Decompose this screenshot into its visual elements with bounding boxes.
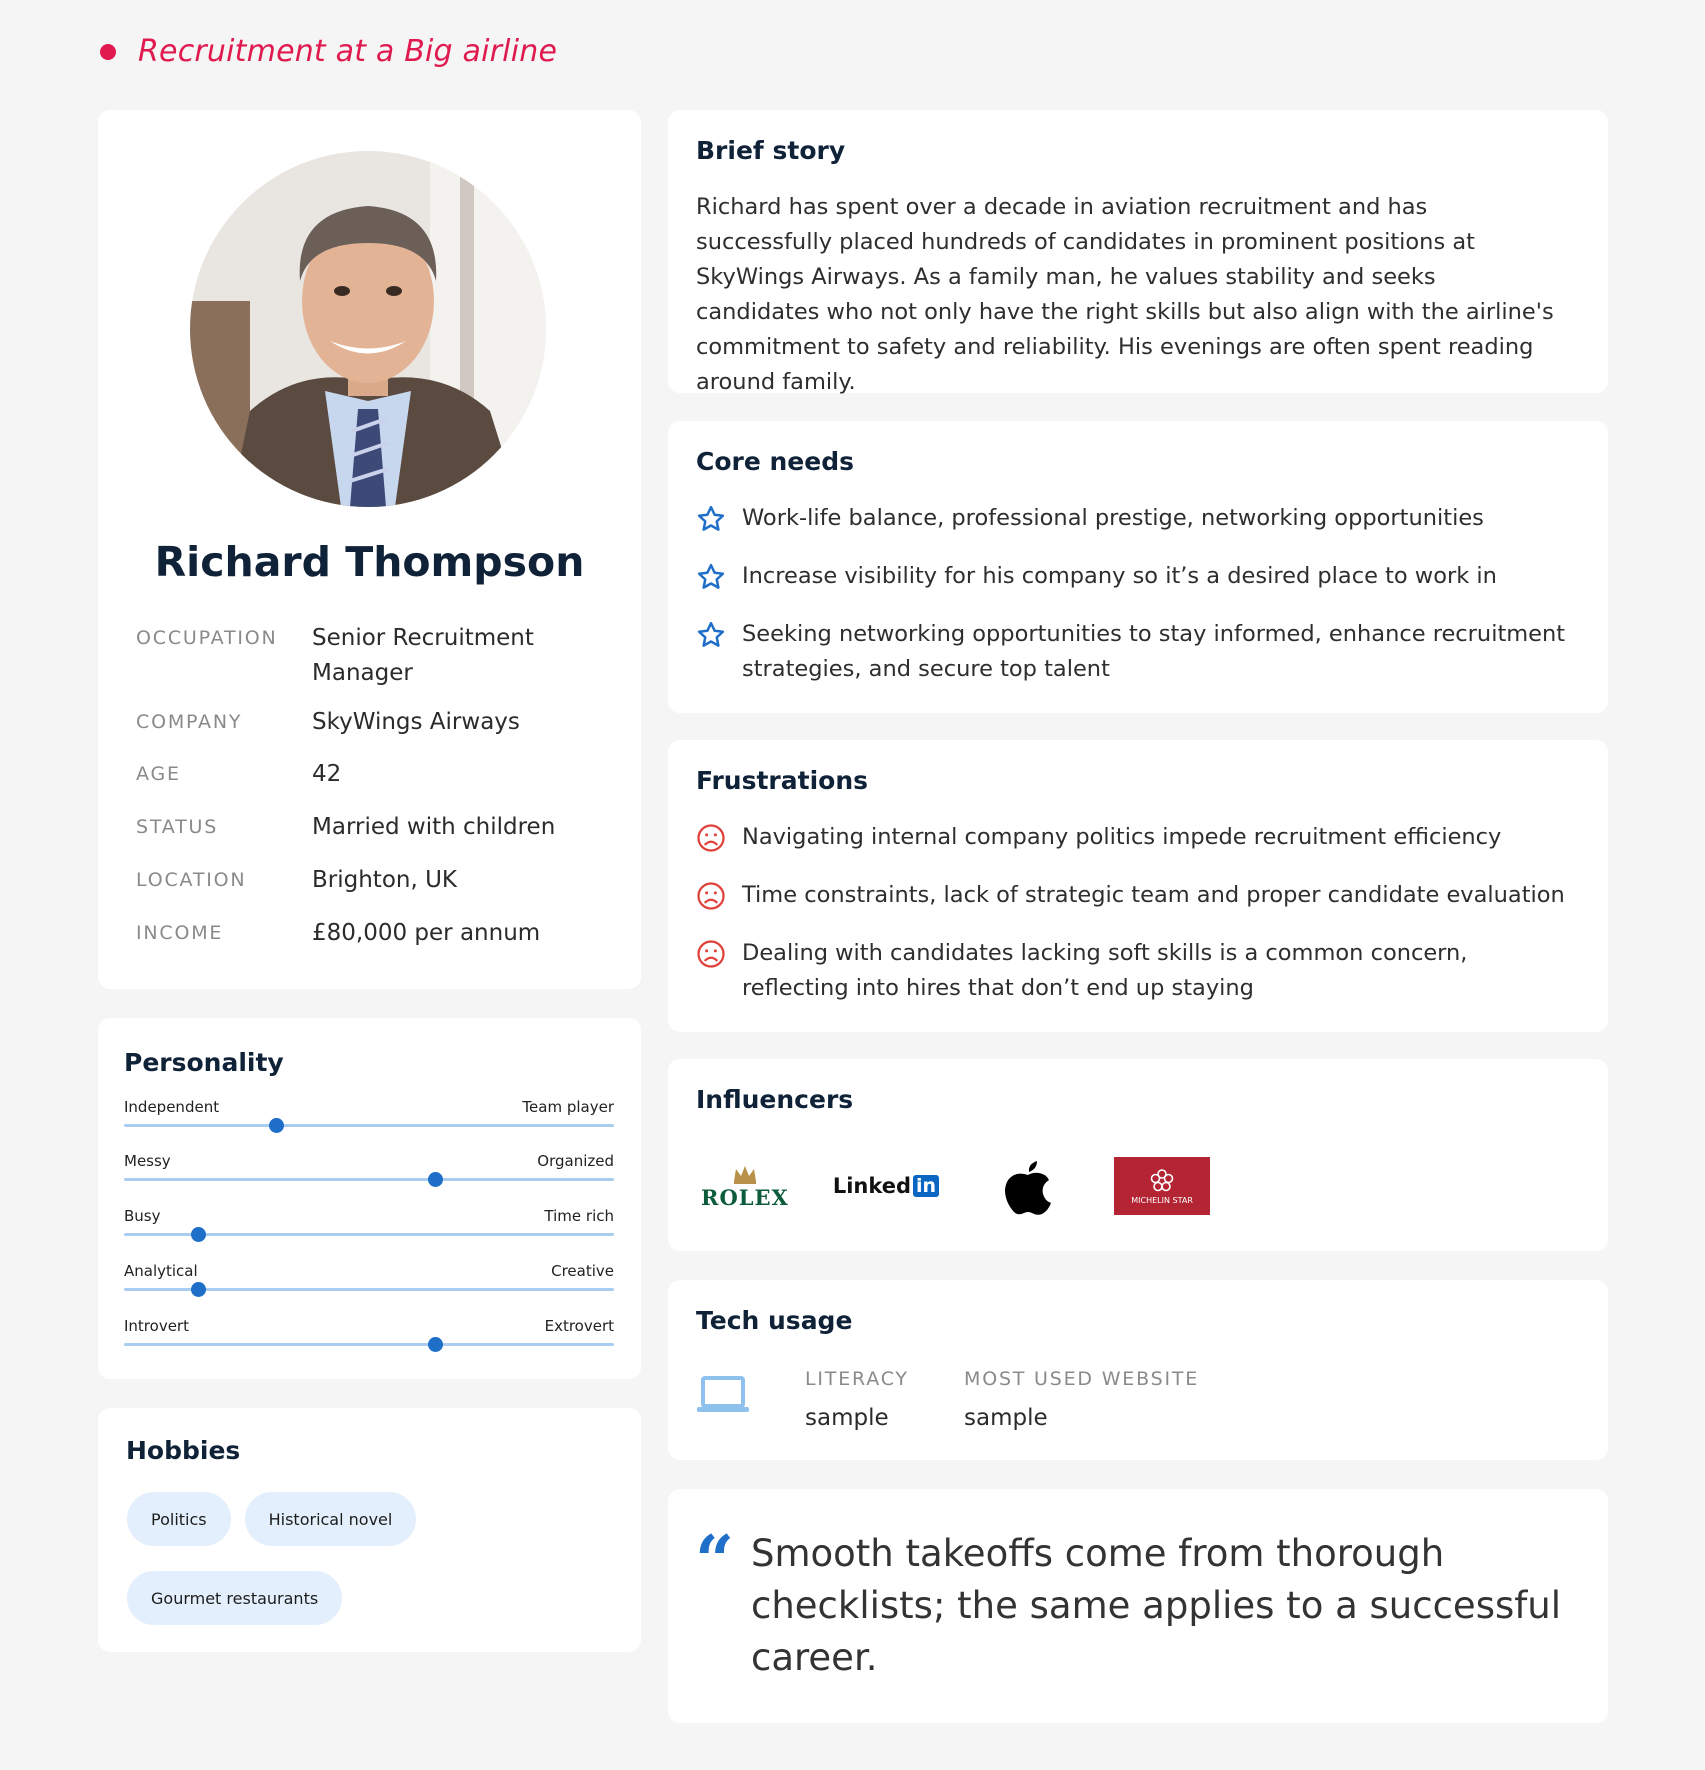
- list-item: [696, 501, 1576, 538]
- core-need-text: Work-life balance, professional prestige, networking opportunities: [742, 505, 1484, 531]
- apple-icon: [1003, 1157, 1053, 1215]
- frown-icon: [696, 820, 742, 857]
- rolex-logo: [701, 1163, 789, 1210]
- info-row-age: [136, 757, 616, 810]
- trait-right-label: Extrovert: [544, 1317, 614, 1335]
- info-value: Senior Recruitment Manager: [312, 625, 534, 686]
- hobby-chips: [127, 1492, 597, 1650]
- quote-mark-icon: “: [695, 1521, 735, 1601]
- trait-left-label: Introvert: [124, 1317, 189, 1335]
- frown-icon: [696, 878, 742, 915]
- core-need-text: Increase visibility for his company so it’s a desired place to work in: [742, 563, 1497, 589]
- frustrations-list: [696, 820, 1576, 1027]
- avatar: [190, 151, 546, 507]
- info-value: £80,000 per annum: [312, 920, 541, 946]
- core-needs-title: Core needs: [696, 447, 854, 476]
- website-column: [964, 1368, 1199, 1431]
- crown-icon: [732, 1163, 758, 1185]
- trait-slider[interactable]: [124, 1152, 614, 1192]
- info-row-income: [136, 916, 616, 969]
- core-needs-list: [696, 501, 1576, 708]
- info-value: Married with children: [312, 814, 556, 840]
- frustration-text: Navigating internal company politics impede recruitment efficiency: [742, 824, 1502, 850]
- star-icon: [696, 501, 742, 538]
- slider-thumb[interactable]: [269, 1118, 284, 1133]
- info-label: LOCATION: [136, 869, 247, 891]
- influencers-title: Influencers: [696, 1085, 854, 1114]
- avatar-photo: [190, 151, 546, 507]
- accent-dot: [100, 44, 116, 60]
- personality-title: Personality: [124, 1048, 284, 1077]
- trait-right-label: Creative: [551, 1262, 614, 1280]
- trait-slider[interactable]: [124, 1207, 614, 1247]
- quote-card: [668, 1489, 1608, 1723]
- trait-left-label: Busy: [124, 1207, 161, 1225]
- info-row-status: [136, 810, 616, 863]
- star-icon: [696, 559, 742, 596]
- trait-right-label: Organized: [537, 1152, 614, 1170]
- linkedin-logo: [833, 1174, 939, 1198]
- influencer-logos: [701, 1157, 1254, 1215]
- literacy-value: sample: [805, 1405, 889, 1431]
- trait-slider[interactable]: [124, 1262, 614, 1302]
- slider-track[interactable]: [124, 1124, 614, 1127]
- slider-thumb[interactable]: [191, 1282, 206, 1297]
- trait-left-label: Analytical: [124, 1262, 198, 1280]
- influencers-card: [668, 1059, 1608, 1251]
- info-label: STATUS: [136, 816, 219, 838]
- trait-slider[interactable]: [124, 1098, 614, 1138]
- info-row-occupation: [136, 621, 616, 705]
- frustration-text: Time constraints, lack of strategic team and proper candidate evaluation: [742, 882, 1565, 908]
- info-table: [136, 621, 616, 969]
- hobbies-title: Hobbies: [126, 1436, 241, 1465]
- apple-logo: [1003, 1157, 1053, 1215]
- michelin-star-icon: [1149, 1168, 1175, 1194]
- person-name: Richard Thompson: [154, 538, 585, 586]
- hobby-chip[interactable]: Historical novel: [245, 1492, 417, 1546]
- info-value: SkyWings Airways: [312, 709, 520, 735]
- tech-usage-title: Tech usage: [696, 1306, 853, 1335]
- brief-story-title: Brief story: [696, 136, 846, 165]
- michelin-logo: [1114, 1157, 1210, 1215]
- slider-track[interactable]: [124, 1343, 614, 1346]
- quote-text: Smooth takeoffs come from thorough checklists; the same applies to a successful career.: [751, 1532, 1562, 1679]
- list-item: [696, 617, 1576, 687]
- slider-thumb[interactable]: [428, 1337, 443, 1352]
- profile-card: [98, 110, 641, 989]
- michelin-wordmark: MICHELIN STAR: [1131, 1195, 1193, 1205]
- info-label: INCOME: [136, 922, 224, 944]
- most-used-website-value: sample: [964, 1405, 1048, 1431]
- info-row-location: [136, 863, 616, 916]
- frustrations-title: Frustrations: [696, 766, 869, 795]
- star-icon: [696, 617, 742, 687]
- linkedin-in-badge: in: [913, 1175, 939, 1197]
- laptop-icon: [696, 1376, 750, 1418]
- info-value: 42: [312, 761, 342, 787]
- frown-icon: [696, 936, 742, 1006]
- most-used-website-label: MOST USED WEBSITE: [964, 1368, 1200, 1390]
- trait-slider[interactable]: [124, 1317, 614, 1357]
- core-needs-card: [668, 421, 1608, 713]
- hobby-chip[interactable]: Gourmet restaurants: [127, 1571, 342, 1625]
- list-item: [696, 559, 1576, 596]
- brief-story-text: Richard has spent over a decade in aviation recruitment and has successfully placed hundreds of candidates in prominent positions at SkyWings Airways. As a family man, he values stability and seeks candidates who not only have the right skills but also align with the airline's commitment to safety and reliability. His evenings are often spent reading around family.: [696, 194, 1554, 395]
- list-item: [696, 878, 1576, 915]
- hobby-chip[interactable]: Politics: [127, 1492, 231, 1546]
- frustrations-card: [668, 740, 1608, 1032]
- rolex-wordmark: ROLEX: [701, 1184, 789, 1210]
- info-row-company: [136, 705, 616, 757]
- frustration-text: Dealing with candidates lacking soft skills is a common concern, reflecting into hires that don’t end up staying: [742, 940, 1468, 1001]
- personality-card: [98, 1018, 641, 1379]
- trait-right-label: Team player: [522, 1098, 614, 1116]
- trait-left-label: Independent: [124, 1098, 220, 1116]
- list-item: [696, 820, 1576, 857]
- literacy-column: [805, 1368, 909, 1431]
- list-item: [696, 936, 1576, 1006]
- page-header: [100, 34, 557, 69]
- tech-usage-card: [668, 1280, 1608, 1460]
- hobbies-card: [98, 1408, 641, 1652]
- page-title: Recruitment at a Big airline: [138, 34, 558, 69]
- trait-left-label: Messy: [124, 1152, 171, 1170]
- literacy-label: LITERACY: [805, 1368, 909, 1390]
- brief-story-card: [668, 110, 1608, 393]
- info-label: COMPANY: [136, 711, 243, 733]
- info-value: Brighton, UK: [312, 867, 458, 893]
- trait-right-label: Time rich: [544, 1207, 614, 1225]
- slider-thumb[interactable]: [191, 1227, 206, 1242]
- linkedin-wordmark: Linked: [832, 1174, 912, 1198]
- info-label: OCCUPATION: [136, 627, 278, 649]
- core-need-text: Seeking networking opportunities to stay informed, enhance recruitment strategies, and secure top talent: [742, 621, 1566, 682]
- slider-track[interactable]: [124, 1178, 614, 1181]
- info-label: AGE: [136, 763, 181, 785]
- slider-thumb[interactable]: [428, 1172, 443, 1187]
